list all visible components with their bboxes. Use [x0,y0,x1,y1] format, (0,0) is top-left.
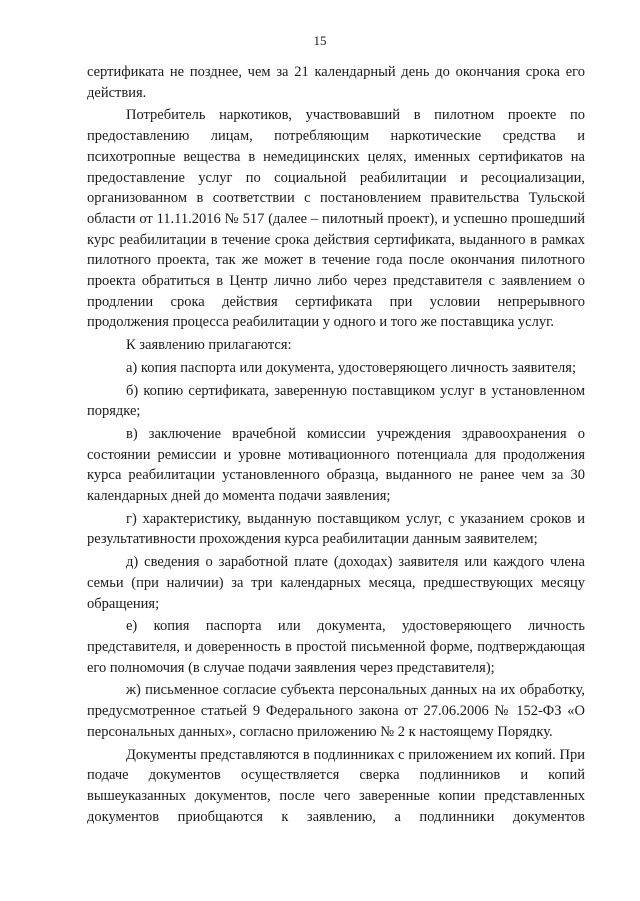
paragraph-pilot-project: Потребитель наркотиков, участвовавший в пилотном проекте по предоставлению лицам, потребляющим наркотические средства и психотропные вещества в немедицинских целях, именных сертификатов на предоставление услуг по социальной реабилитации и ресоциализации, организованном в соответствии с постановлением правительства Тульской области от 11.11.2016 № 517 (далее – пилотный проект), и успешно прошедший курс реабилитации в течение срока действия сертификата, выданного в рамках пилотного проекта, так же может в течение года после окончания пилотного проекта обратиться в Центр лично либо через представителя с заявлением о продлении срока действия сертификата при условии непрерывного продолжения процесса реабилитации у одного и того же поставщика услуг. [87,107,585,331]
list-item-zh: ж) письменное согласие субъекта персональных данных на их обработку, предусмотренное статьей 9 Федерального закона от 27.06.2006 № 152-ФЗ «О персональных данных», согласно приложению № 2 к настоящему Порядку. [87,682,585,740]
list-item-b: б) копию сертификата, заверенную поставщиком услуг в установленном порядке; [87,382,585,420]
paragraph-continuation: сертификата не позднее, чем за 21 календарный день до окончания срока его действия. [87,64,585,101]
list-item-v: в) заключение врачебной комиссии учреждения здравоохранения о состоянии ремиссии и уровне мотивационного потенциала для продолжения курса реабилитации установленного образца, выданного не ранее чем за 30 календарных дней до момента подачи заявления; [87,425,585,505]
list-item-e: е) копия паспорта или документа, удостоверяющего личность представителя, и доверенность в простой письменной форме, подтверждающая его полномочия (в случае подачи заявления через представителя); [87,618,585,676]
paragraph-documents-originals: Документы представляются в подлинниках с приложением их копий. При подаче документов осуществляется сверка подлинников и копий вышеуказанных документов, после чего заверенные копии представленных документов приобщаются к заявлению, а подлинники документов [87,746,585,825]
list-item-a: а) копия паспорта или документа, удостоверяющего личность заявителя; [126,359,576,376]
list-item-g: г) характеристику, выданную поставщиком услуг, с указанием сроков и результативности прохождения курса реабилитации данным заявителем; [87,510,585,548]
document-body [87,62,585,829]
page-number: 15 [313,33,327,48]
paragraph-attachments-intro: К заявлению прилагаются: [126,337,292,354]
list-item-d: д) сведения о заработной плате (доходах) заявителя или каждого члена семьи (при наличии) за три календарных месяца, предшествующих месяцу обращения; [87,554,585,612]
